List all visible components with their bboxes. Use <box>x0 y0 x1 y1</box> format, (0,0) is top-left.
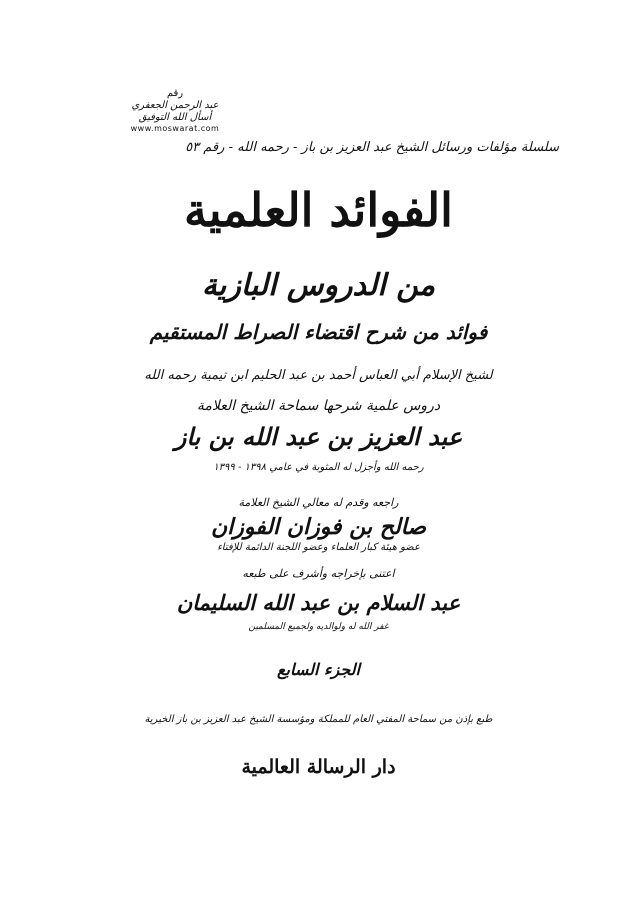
editor-intro: اعتنى بإخراجه وأشرف على طبعه <box>242 567 395 580</box>
library-stamp <box>120 88 230 134</box>
editor-prayer: غفر الله له ولوالديه ولجميع المسلمين <box>248 622 389 632</box>
original-author: لشيخ الإسلام أبي العباس أحمد بن عبد الحليم ابن تيمية رحمه الله <box>144 368 493 383</box>
stamp-label: رقم <box>166 88 184 99</box>
lesson-dates: رحمه الله وأجزل له المثوبة في عامي ١٣٩٨ - ١٣٩٩ <box>213 462 424 473</box>
scholar-name: عبد العزيز بن عبد الله بن باز <box>174 422 463 451</box>
series-line: سلسلة مؤلفات ورسائل الشيخ عبد العزيز بن باز - رحمه الله - رقم ٥٣ <box>185 140 559 155</box>
reviewer-intro: راجعه وقدم له معالي الشيخ العلامة <box>238 496 399 509</box>
lessons-line: دروس علمية شرحها سماحة الشيخ العلامة <box>196 398 441 414</box>
book-subtitle: من الدروس البازية <box>201 268 436 303</box>
editor-name: عبد السلام بن عبد الله السليمان <box>176 590 461 615</box>
stamp-phrase: أسأل الله التوفيق <box>138 112 212 123</box>
book-title: الفوائد العلمية <box>184 183 453 237</box>
volume-label: الجزء السابع <box>276 660 360 679</box>
stamp-owner-name: عبد الرحمن الجعفري <box>131 100 219 111</box>
print-permission: طبع بإذن من سماحة المفتي العام للمملكة ومؤسسة الشيخ عبد العزيز بن باز الخيرية <box>144 714 493 725</box>
reviewer-title: عضو هيئة كبار العلماء وعضو اللجنة الدائمة للإفتاء <box>217 542 420 553</box>
publisher-name: دار الرسالة العالمية <box>241 756 396 778</box>
stamp-url: www.moswarat.com <box>130 124 220 133</box>
reviewer-name: صالح بن فوزان الفوزان <box>210 514 427 540</box>
book-subtitle-2: فوائد من شرح اقتضاء الصراط المستقيم <box>149 320 488 344</box>
